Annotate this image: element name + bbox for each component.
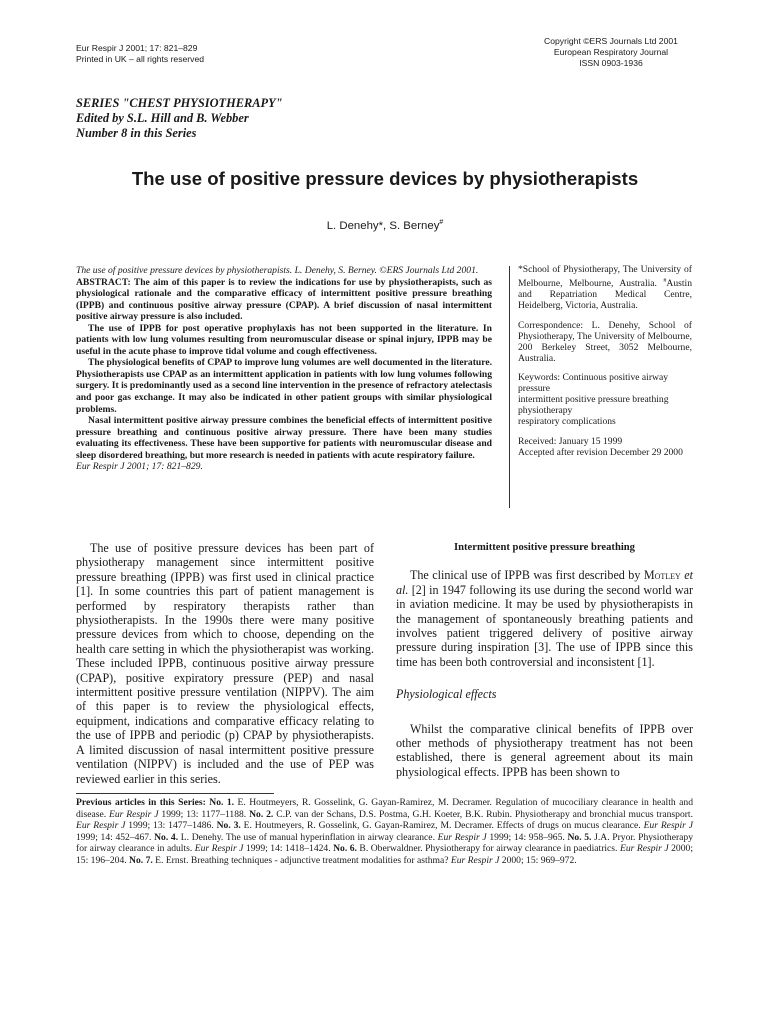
- keywords-label: Keywords: Continuous positive airway pressure: [518, 372, 669, 395]
- journal-header-left: [76, 43, 204, 65]
- article-sidebar: [518, 265, 692, 468]
- footnote-item-text: L. Denehy. The use of manual hyperinflation in airway clearance.: [178, 831, 438, 843]
- footnote-item-ref: 2000; 15: 196–204.: [76, 843, 693, 866]
- abstract-journal-ref: Eur Respir J 2001; 17: 821–829.: [76, 461, 203, 473]
- footnote-item-text: E. Ernst. Breathing techniques - adjunctive treatment modalities for asthma?: [152, 854, 451, 866]
- footnote-item: [129, 855, 577, 866]
- footnote-item-number: No. 1.: [209, 797, 235, 808]
- footnote-item-text: J.A. Pryor. Physiotherapy for airway clearance in adults.: [76, 831, 694, 855]
- footnote-item-number: No. 5.: [567, 831, 592, 843]
- keywords: [518, 373, 692, 428]
- footnote-item-number: No. 7.: [129, 854, 153, 866]
- footnote-item-ref: 2000; 15: 969–972.: [499, 854, 577, 866]
- subsection-heading: Physiological effects: [396, 687, 497, 702]
- print-notice: Printed in UK – all rights reserved: [76, 54, 205, 64]
- physiological-paragraph: Whilst the comparative clinical benefits of IPPB over other methods of physiotherapy treatment has not been established, there is general agreement about its main physiological effects. IPPB has been shown to: [396, 721, 693, 779]
- abstract-p2: The use of IPPB for post operative prophylaxis has not been supported in the literature. In patients with low lung volumes resulting from neuromuscular disease or spinal injury, IPPB may be useful in the acute phase to improve tidal volume and cough effectiveness.: [76, 322, 492, 357]
- footnote-item-number: No. 2.: [249, 808, 274, 820]
- issn: ISSN 0903-1936: [579, 58, 643, 68]
- footnote-item-number: No. 4.: [154, 831, 179, 843]
- footnote-item-journal: Eur Respir J: [109, 808, 159, 820]
- footnote-item-number: No. 6.: [333, 843, 357, 855]
- footnote-item-ref: 1999; 13: 1177–1188.: [158, 808, 250, 820]
- received-date: Received: January 15 1999: [518, 435, 623, 447]
- footnote-item-journal: Eur Respir J: [194, 843, 244, 855]
- abstract-citation: The use of positive pressure devices by physiotherapists. L. Denehy, S. Berney. ©ERS Journals Ltd 2001.: [76, 265, 479, 276]
- abstract-p4: Nasal intermittent positive airway pressure combines the beneficial effects of intermittent positive pressure breathing and continuous positive airway pressure. There have been many studies evaluating its effectiveness. These have been supportive for patients with neuromuscular disease and sleep disordered breathing, but more research is needed in patients with acute respiratory failure.: [76, 415, 492, 461]
- footnote-item-ref: 1999; 14: 958–965.: [486, 831, 568, 843]
- series-name: SERIES "CHEST PHYSIOTHERAPY": [76, 96, 283, 110]
- copyright-line: Copyright ©ERS Journals Ltd 2001: [544, 36, 678, 46]
- author-names: L. Denehy*, S. Berney: [326, 219, 440, 232]
- section-heading: Intermittent positive pressure breathing: [454, 542, 635, 553]
- series-info: [76, 96, 283, 141]
- footnote-label: Previous articles in this Series:: [76, 797, 206, 808]
- paper-title: The use of positive pressure devices by physiotherapists: [131, 168, 639, 189]
- accepted-date: Accepted after revision December 29 2000: [518, 446, 683, 458]
- author-mark: #: [439, 219, 444, 226]
- keyword-item: intermittent positive pressure breathing: [518, 394, 669, 406]
- previous-articles-footnote: [76, 797, 693, 866]
- journal-name: European Respiratory Journal: [553, 47, 669, 57]
- journal-citation: Eur Respir J 2001; 17: 821–829: [76, 43, 198, 53]
- footnote-item-journal: Eur Respir J: [437, 831, 487, 843]
- correspondence: Correspondence: L. Denehy, School of Physiotherapy, The University of Melbourne, 200 Berkeley Street, 3052 Melbourne, Australia.: [518, 319, 692, 364]
- footnote-item-journal: Eur Respir J: [643, 820, 693, 832]
- footnote-item-number: No. 3.: [216, 820, 241, 832]
- footnote-item-text: C.P. van der Schans, D.S. Postma, G.H. Koeter, B.K. Rubin. Physiotherapy and bronchial mucus transport.: [273, 808, 693, 820]
- body-column-left: [76, 541, 374, 786]
- journal-header-right: [528, 36, 694, 69]
- series-editors: Edited by S.L. Hill and B. Webber: [76, 111, 249, 125]
- series-number: Number 8 in this Series: [76, 126, 197, 140]
- footnote-item-ref: 1999; 13: 1477–1486.: [125, 820, 217, 832]
- column-divider: [509, 266, 510, 508]
- footnote-item-journal: Eur Respir J: [76, 820, 126, 832]
- author-list: [40, 219, 730, 232]
- abstract-label: ABSTRACT:: [76, 276, 131, 288]
- affiliations: *School of Physiotherapy, The University of Melbourne, Melbourne, Australia. #Austin and Repatriation Medical Centre, Heidelberg, Victoria, Australia.: [518, 264, 692, 311]
- ippb-paragraph: The clinical use of IPPB was first described by Motley et al. [2] in 1947 following its use during the second world war in aviation medicine. It may be used by physiotherapists in the management of spontaneously breathing patients and involves patient triggered delivery of positive airway pressure during inspiration [3]. The use of IPPB since this time has been both controversial and inconsistent [1].: [396, 568, 693, 669]
- body-column-right: [396, 541, 693, 779]
- footnote-item-text: E. Houtmeyers, R. Gosselink, G. Gayan-Ramirez, M. Decramer. Effects of drugs on mucus clearance.: [240, 820, 644, 832]
- footnote-item-text: E. Houtmeyers, R. Gosselink, G. Gayan-Ramirez, M. Decramer. Regulation of mucociliary clearance in health and disease.: [76, 797, 693, 820]
- dates: [518, 437, 692, 459]
- footnote-rule: [76, 793, 274, 794]
- footnote-item-text: B. Oberwaldner. Physiotherapy for airway clearance in paediatrics.: [356, 843, 620, 855]
- footnote-item-journal: Eur Respir J: [450, 854, 500, 866]
- abstract: [76, 265, 492, 473]
- keyword-item: physiotherapy: [518, 405, 573, 417]
- footnote-item-journal: Eur Respir J: [619, 843, 669, 855]
- footnote-item-ref: 1999; 14: 452–467.: [76, 831, 155, 843]
- abstract-p3: The physiological benefits of CPAP to improve lung volumes are well documented in the literature. Physiotherapists use CPAP as an intermittent application in patients with low lung volumes following surgery. It is predominantly used as a second line intervention in the presence of refractory atelectasis and poor gas exchange. It may also be indicated in other patient groups with similar physiological problems.: [76, 357, 492, 415]
- abstract-p1: The aim of this paper is to review the indications for use by physiotherapists, such as physiological rationale and the comparative efficacy of intermittent positive pressure breathing (IPPB) and continuous positive airway pressure (CPAP). A brief discussion of nasal intermittent positive airway pressure is also included.: [76, 276, 492, 323]
- intro-paragraph: The use of positive pressure devices has been part of physiotherapy management since intermittent positive pressure breathing (IPPB) was first used in clinical practice [1]. In some countries this part of patient management is performed by respiratory therapists rather than physiotherapists. In the 1990s there were many positive pressure devices from which to choose, depending on the health care setting in which the physiotherapist was working. These included IPPB, continuous positive airway pressure (CPAP), positive expiratory pressure (PEP) and nasal intermittent positive pressure ventilation (NIPPV). The aim of this paper is to review the physiological effects, equipment, indications and comparative efficacy relating to the use of IPPB and periodic (p) CPAP by physiotherapists. A limited discussion of nasal intermittent positive pressure ventilation (NIPPV) is included and the use of PEP was reviewed earlier in this series.: [76, 541, 374, 786]
- footnote-item: [154, 832, 567, 843]
- footnote-item-ref: 1999; 14: 1418–1424.: [243, 843, 334, 855]
- keyword-item: respiratory complications: [518, 416, 616, 428]
